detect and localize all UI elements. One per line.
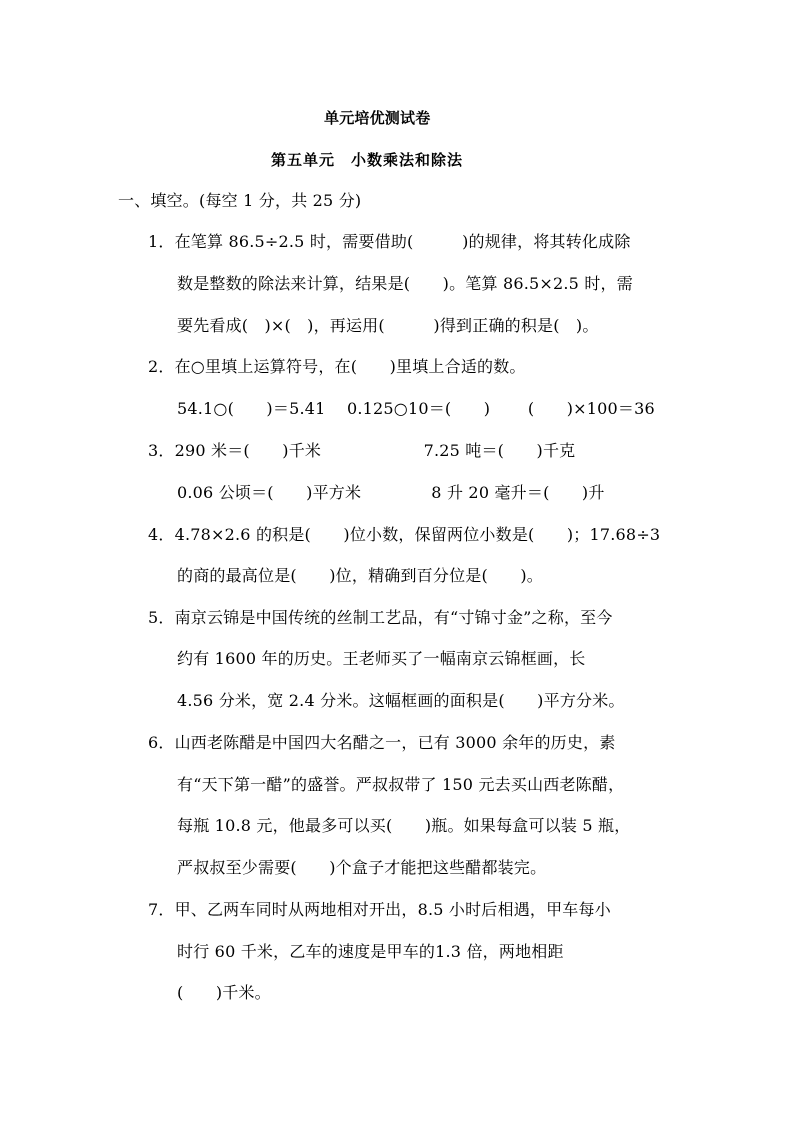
question-6-line-1: 6．山西老陈醋是中国四大名醋之一，已有 3000 余年的历史，素 — [148, 733, 616, 752]
question-3-line-2: 0.06 公顷＝( )平方米 8 升 20 毫升＝( )升 — [177, 483, 605, 502]
page-subtitle: 第五单元 小数乘法和除法 — [271, 151, 464, 169]
question-2-line-2: 54.1○( )＝5.41 0.125○10＝( ) ( )×100＝36 — [177, 399, 655, 418]
question-5-line-2: 约有 1600 年的历史。王老师买了一幅南京云锦框画，长 — [177, 649, 586, 668]
question-3-line-1: 3．290 米＝( )千米 7.25 吨＝( )千克 — [148, 441, 576, 460]
question-6-line-4: 严叔叔至少需要( )个盒子才能把这些醋都装完。 — [177, 858, 547, 877]
question-7-line-1: 7．甲、乙两车同时从两地相对开出，8.5 小时后相遇，甲车每小 — [148, 900, 611, 919]
question-1-line-2: 数是整数的除法来计算，结果是( )。笔算 86.5×2.5 时，需 — [177, 274, 633, 293]
question-2-line-1: 2．在○里填上运算符号，在( )里填上合适的数。 — [148, 357, 526, 376]
question-1-line-1: 1．在笔算 86.5÷2.5 时，需要借助( )的规律，将其转化成除 — [148, 232, 631, 251]
question-6-line-2: 有“天下第一醋”的盛誉。严叔叔带了 150 元去买山西老陈醋， — [177, 775, 625, 794]
question-4-line-1: 4．4.78×2.6 的积是( )位小数，保留两位小数是( )；17.68÷3 — [148, 525, 661, 544]
section-heading: 一、填空。(每空 1 分，共 25 分) — [118, 191, 362, 210]
question-6-line-3: 每瓶 10.8 元，他最多可以买( )瓶。如果每盒可以装 5 瓶， — [177, 816, 631, 835]
question-5-line-1: 5．南京云锦是中国传统的丝制工艺品，有“寸锦寸金”之称，至今 — [148, 608, 613, 627]
page-title: 单元培优测试卷 — [324, 109, 431, 127]
question-7-line-3: ( )千米。 — [177, 983, 271, 1002]
question-5-line-3: 4.56 分米，宽 2.4 分米。这幅框画的面积是( )平方分米。 — [177, 691, 625, 710]
question-1-line-3: 要先看成( )×( )，再运用( )得到正确的积是( )。 — [177, 316, 599, 335]
question-4-line-2: 的商的最高位是( )位，精确到百分位是( )。 — [177, 566, 543, 585]
question-7-line-2: 时行 60 千米，乙车的速度是甲车的1.3 倍，两地相距 — [177, 942, 564, 961]
